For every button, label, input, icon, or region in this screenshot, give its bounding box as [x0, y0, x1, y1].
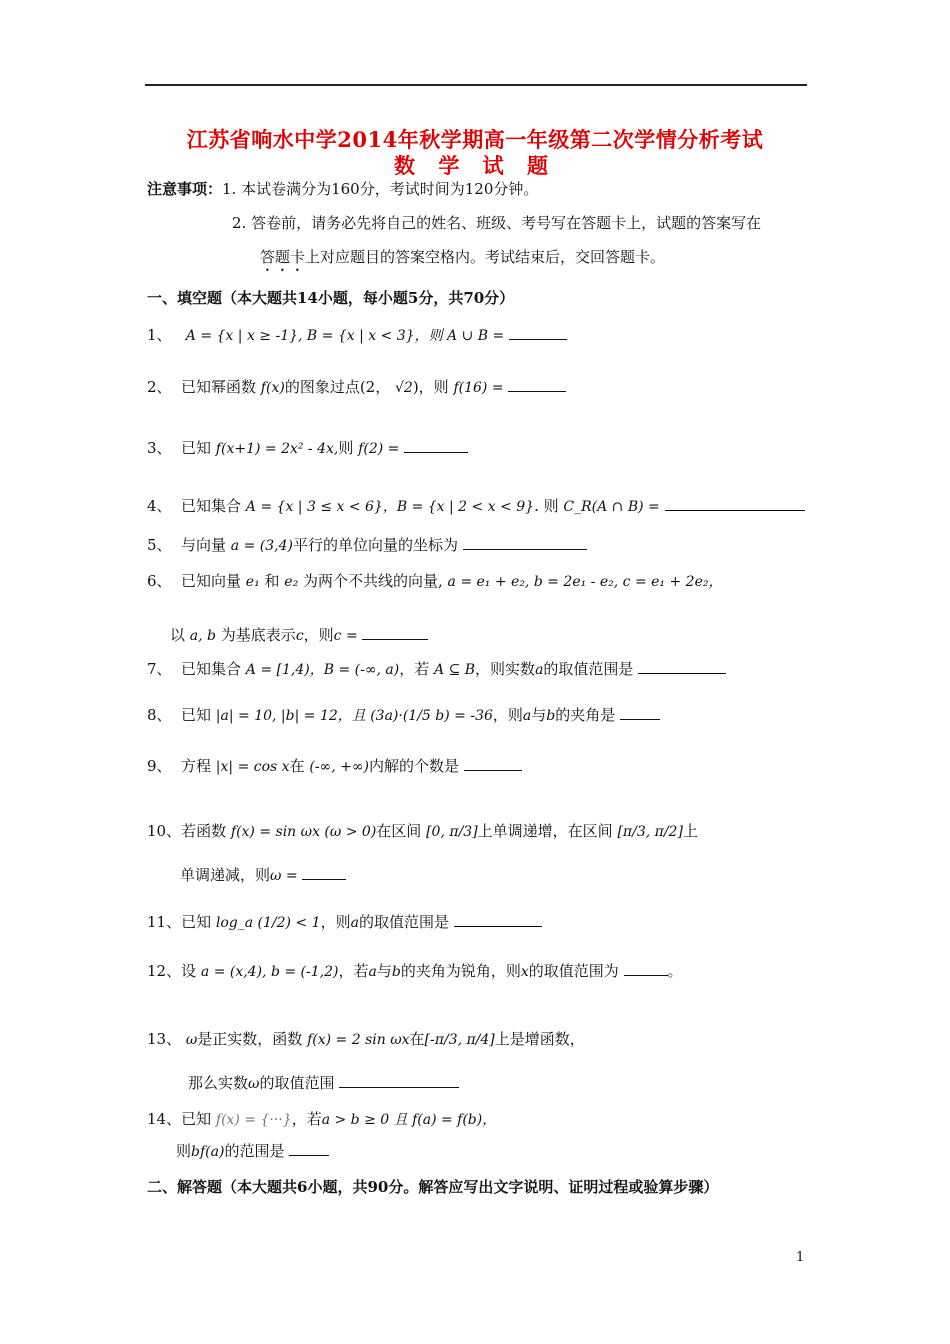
question-math: b — [391, 964, 401, 980]
question-number: 4、 — [147, 497, 172, 515]
question-number: 7、 — [147, 660, 172, 678]
notes-line-2: 2. 答卷前，请务必先将自己的姓名、班级、考号写在答题卡上，试题的答案写在 — [232, 214, 762, 232]
question-math: a — [522, 708, 532, 724]
answer-blank — [454, 912, 542, 927]
question-number: 12、 — [147, 962, 182, 980]
question-text: 的夹角是 — [555, 706, 616, 724]
question-math: a, b — [189, 628, 217, 644]
question-text: 为基底表示 — [220, 626, 296, 644]
question-math: √2 — [395, 380, 413, 396]
question-number: 8、 — [147, 706, 172, 724]
question-text: 单调递减，则 — [180, 866, 271, 884]
question-text: 已知集合 — [181, 497, 242, 515]
answer-blank — [624, 961, 668, 976]
question-math: c = — [333, 628, 358, 644]
question-text: 的取值范围是 — [358, 913, 449, 931]
question-text: 上 — [682, 822, 698, 840]
question-text: 的夹角为锐角，则 — [400, 962, 521, 980]
question-text: 若函数 — [181, 822, 227, 840]
question-text: 和 — [264, 572, 280, 590]
answer-blank — [508, 377, 566, 392]
notes-item-2-cont: 上对应题目的答案空格内。考试结束后，交回答题卡。 — [305, 248, 666, 266]
question-math: |x| = cos x — [215, 759, 290, 775]
question-text: 已知向量 — [181, 572, 242, 590]
question-13-cont — [188, 1072, 459, 1093]
notes-emphasis: 答题卡 — [260, 248, 306, 266]
question-text: 与向量 — [181, 536, 227, 554]
question-text: 是正实数，函数 — [197, 1030, 303, 1048]
question-number: 11、 — [147, 913, 182, 931]
answer-blank — [289, 1141, 329, 1156]
question-math: [0, π/3] — [426, 824, 478, 840]
question-6 — [147, 570, 722, 591]
question-number: 9、 — [147, 757, 172, 775]
question-text: 已知 — [181, 706, 212, 724]
question-math: log_a (1/2) < 1 — [215, 915, 321, 931]
question-math: a = e₁ + e₂, b = 2e₁ - e₂, c = e₁ + 2e₂， — [447, 574, 723, 590]
question-math: e₂ — [284, 574, 299, 590]
question-math: A = {x | x ≥ -1}, B = {x | x < 3}，则 A ∪ B = — [185, 328, 505, 344]
question-math: f(x) = {···} — [215, 1112, 292, 1128]
question-text: ，若 — [338, 962, 369, 980]
question-9 — [147, 755, 522, 776]
question-4 — [147, 495, 805, 516]
question-math: f(16) = — [453, 380, 504, 396]
question-number: 3、 — [147, 439, 172, 457]
answer-blank — [463, 535, 587, 550]
question-math: e₁ — [245, 574, 260, 590]
question-math: ω — [185, 1032, 198, 1048]
question-text: 那么实数 — [188, 1074, 249, 1092]
question-text: ，若 — [399, 660, 430, 678]
question-math: A = {x | 3 ≤ x < 6}，B = {x | 2 < x < 9} — [245, 499, 535, 515]
answer-blank — [638, 659, 726, 674]
question-math: x — [520, 964, 529, 980]
question-text: )，则 — [412, 378, 449, 396]
question-text: 设 — [181, 962, 197, 980]
exam-subtitle: 数 学 试 题 — [394, 153, 556, 178]
notes-line-3 — [260, 246, 665, 275]
answer-blank — [404, 438, 468, 453]
section-1-heading: 一、填空题（本大题共14小题，每小题5分，共70分） — [147, 289, 515, 307]
question-text: . 则 — [534, 497, 559, 515]
question-text: 上单调递增，在区间 — [477, 822, 613, 840]
answer-blank — [665, 496, 805, 511]
question-5 — [147, 534, 587, 555]
question-text: 则 — [338, 439, 354, 457]
question-10-cont — [180, 864, 346, 885]
question-text: 已知 — [181, 1110, 212, 1128]
question-14-cont — [176, 1140, 329, 1161]
question-14 — [147, 1108, 496, 1129]
question-math: a > b ≥ 0 且 f(a) = f(b)， — [321, 1112, 497, 1128]
question-text: ，则 — [303, 626, 334, 644]
question-math: a — [535, 662, 544, 678]
question-text: 的取值范围 — [259, 1074, 335, 1092]
question-math: [-π/3, π/4] — [424, 1032, 495, 1048]
question-math: a — [350, 915, 359, 931]
question-math: f(x) — [260, 380, 285, 396]
question-text: 在 — [409, 1030, 425, 1048]
question-text: 为两个不共线的向量, — [302, 572, 443, 590]
question-3 — [147, 437, 468, 458]
notes-label: 注意事项： — [147, 180, 223, 198]
question-text: 上是增函数， — [494, 1030, 585, 1048]
question-text: 已知幂函数 — [181, 378, 257, 396]
question-text: 在 — [289, 757, 305, 775]
question-math: f(x) = 2 sin ωx — [307, 1032, 410, 1048]
question-10 — [147, 820, 698, 841]
question-math: a — [368, 964, 377, 980]
question-number: 6、 — [147, 572, 172, 590]
question-text: 在区间 — [376, 822, 422, 840]
question-math: A ⊆ B — [434, 662, 476, 678]
question-text: 内解的个数是 — [368, 757, 459, 775]
question-text: 。 — [667, 962, 683, 980]
question-number: 13、 — [147, 1030, 182, 1048]
question-math: (-∞, +∞) — [309, 759, 369, 775]
question-13 — [147, 1028, 585, 1049]
question-text: 与 — [531, 706, 547, 724]
header-rule — [145, 84, 807, 86]
answer-blank — [339, 1073, 459, 1088]
answer-blank — [464, 756, 522, 771]
question-12 — [147, 960, 683, 981]
question-math: |a| = 10, |b| = 12，且 (3a)·(1/5 b) = -36 — [215, 708, 493, 724]
question-text: 与 — [376, 962, 392, 980]
question-text: 以 — [170, 626, 186, 644]
question-text: 平行的单位向量的坐标为 — [292, 536, 458, 554]
question-math: f(x+1) = 2x² - 4x, — [215, 441, 339, 457]
question-text: 则 — [176, 1142, 192, 1160]
question-text: 已知集合 — [181, 660, 242, 678]
answer-blank — [362, 625, 428, 640]
question-math: f(x) = sin ωx (ω > 0) — [230, 824, 377, 840]
question-math: C_R(A ∩ B) = — [563, 499, 660, 515]
answer-blank — [620, 705, 660, 720]
question-8 — [147, 704, 660, 725]
question-math: bf(a) — [191, 1144, 225, 1160]
page-number: 1 — [796, 1250, 805, 1265]
question-number: 1、 — [147, 326, 172, 344]
question-math: [π/3, π/2] — [617, 824, 683, 840]
question-text: ，则实数 — [475, 660, 536, 678]
question-number: 14、 — [147, 1110, 182, 1128]
notes-line-1 — [147, 178, 538, 199]
question-number: 10、 — [147, 822, 182, 840]
question-text: 的取值范围为 — [528, 962, 619, 980]
question-text: 已知 — [181, 913, 212, 931]
exam-title: 江苏省响水中学2014年秋学期高一年级第二次学情分析考试 — [186, 127, 764, 152]
question-number: 5、 — [147, 536, 172, 554]
question-2 — [147, 376, 566, 397]
question-text: ，若 — [291, 1110, 322, 1128]
question-1 — [147, 324, 567, 345]
question-math: c — [295, 628, 304, 644]
question-number: 2、 — [147, 378, 172, 396]
question-text: ，则 — [320, 913, 351, 931]
question-text: ，则 — [492, 706, 523, 724]
answer-blank — [509, 325, 567, 340]
question-text: 的取值范围是 — [543, 660, 634, 678]
question-math: ω = — [270, 868, 298, 884]
question-math: a = (x,4), b = (-1,2) — [200, 964, 339, 980]
question-text: 的图象过点(2， — [284, 378, 391, 396]
question-math: ω — [248, 1076, 260, 1092]
question-6-cont — [170, 624, 428, 645]
answer-blank — [302, 865, 346, 880]
notes-item-1: 1. 本试卷满分为160分，考试时间为120分钟。 — [222, 180, 539, 198]
question-math: a = (3,4) — [230, 538, 293, 554]
question-11 — [147, 911, 542, 932]
question-7 — [147, 658, 726, 679]
question-text: 方程 — [181, 757, 212, 775]
question-math: A = [1,4)，B = (-∞, a) — [245, 662, 400, 678]
question-math: f(2) = — [358, 441, 400, 457]
section-2-heading: 二、解答题（本大题共6小题，共90分。解答应写出文字说明、证明过程或验算步骤） — [147, 1178, 719, 1196]
question-text: 的范围是 — [224, 1142, 285, 1160]
question-text: 已知 — [181, 439, 212, 457]
question-math: b — [546, 708, 556, 724]
